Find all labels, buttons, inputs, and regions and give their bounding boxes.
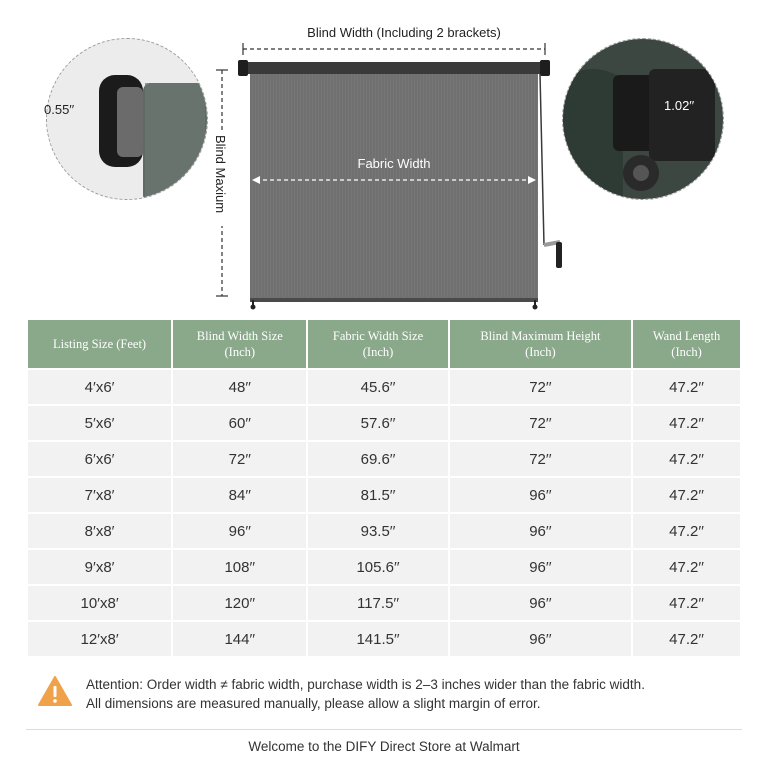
- footer-welcome-text: Welcome to the DIFY Direct Store at Walmart: [248, 739, 520, 754]
- table-cell: 96′′: [173, 514, 306, 548]
- left-bracket: [238, 60, 248, 76]
- warning-icon: [38, 676, 72, 706]
- roller-headrail: [243, 62, 545, 74]
- right-bracket-zoom: [562, 38, 724, 200]
- table-cell: 57.6′′: [308, 406, 447, 440]
- table-cell: 5′x6′: [28, 406, 171, 440]
- table-row: [28, 514, 740, 548]
- table-cell: 144′′: [173, 622, 306, 656]
- table-row: [28, 406, 740, 440]
- table-cell: 47.2′′: [633, 406, 740, 440]
- fabric-width-label: Fabric Width: [357, 156, 431, 171]
- left-bracket-measure: 0.55′′: [44, 102, 75, 117]
- table-cell: 47.2′′: [633, 550, 740, 584]
- table-cell: 47.2′′: [633, 622, 740, 656]
- table-cell: 48′′: [173, 370, 306, 404]
- table-cell: 47.2′′: [633, 442, 740, 476]
- blind-height-label: Blind Maxium: [213, 135, 228, 214]
- blind-fabric: [250, 74, 538, 300]
- table-cell: 120′′: [173, 586, 306, 620]
- table-cell: 47.2′′: [633, 514, 740, 548]
- table-cell: 93.5′′: [308, 514, 447, 548]
- attention-text-line-2: All dimensions are measured manually, please allow a slight margin of error.: [86, 696, 541, 711]
- header-blind-width: Blind Width Size (Inch): [173, 320, 306, 368]
- left-bracket-zoom: [46, 38, 208, 200]
- table-row: [28, 586, 740, 620]
- table-cell: 96′′: [450, 478, 632, 512]
- crank-wand: [540, 74, 562, 268]
- table-cell: 47.2′′: [633, 586, 740, 620]
- table-cell: 72′′: [173, 442, 306, 476]
- table-cell: 96′′: [450, 514, 632, 548]
- table-cell: 47.2′′: [633, 478, 740, 512]
- table-cell: 96′′: [450, 586, 632, 620]
- right-bracket-measure: 1.02′′: [664, 98, 695, 113]
- table-cell: 45.6′′: [308, 370, 447, 404]
- table-row: [28, 622, 740, 656]
- header-blind-max-height: Blind Maximum Height (Inch): [450, 320, 632, 368]
- header-listing-size: Listing Size (Feet): [28, 320, 171, 368]
- header-fabric-width: Fabric Width Size (Inch): [308, 320, 447, 368]
- table-cell: 47.2′′: [633, 370, 740, 404]
- table-cell: 10′x8′: [28, 586, 171, 620]
- table-cell: 72′′: [450, 370, 632, 404]
- right-bracket: [540, 60, 550, 76]
- table-row: [28, 550, 740, 584]
- table-cell: 108′′: [173, 550, 306, 584]
- table-cell: 7′x8′: [28, 478, 171, 512]
- table-cell: 105.6′′: [308, 550, 447, 584]
- table-cell: 117.5′′: [308, 586, 447, 620]
- blind-width-label: Blind Width (Including 2 brackets): [307, 25, 501, 40]
- header-wand-length: Wand Length (Inch): [633, 320, 740, 368]
- table-cell: 96′′: [450, 550, 632, 584]
- table-cell: 12′x8′: [28, 622, 171, 656]
- table-row: [28, 370, 740, 404]
- table-cell: 60′′: [173, 406, 306, 440]
- table-cell: 141.5′′: [308, 622, 447, 656]
- table-cell: 8′x8′: [28, 514, 171, 548]
- table-cell: 84′′: [173, 478, 306, 512]
- table-row: [28, 442, 740, 476]
- size-spec-table: [26, 318, 742, 658]
- table-header-row: [28, 320, 740, 368]
- width-dimension-line: [243, 43, 545, 55]
- attention-text-line-1: Attention: Order width ≠ fabric width, purchase width is 2–3 inches wider than the fabric width.: [86, 677, 645, 692]
- table-cell: 9′x8′: [28, 550, 171, 584]
- table-cell: 72′′: [450, 406, 632, 440]
- table-cell: 69.6′′: [308, 442, 447, 476]
- table-cell: 4′x6′: [28, 370, 171, 404]
- table-cell: 6′x6′: [28, 442, 171, 476]
- table-cell: 96′′: [450, 622, 632, 656]
- bottom-bar: [250, 298, 538, 302]
- divider: [26, 729, 742, 730]
- table-cell: 81.5′′: [308, 478, 447, 512]
- table-row: [28, 478, 740, 512]
- table-cell: 72′′: [450, 442, 632, 476]
